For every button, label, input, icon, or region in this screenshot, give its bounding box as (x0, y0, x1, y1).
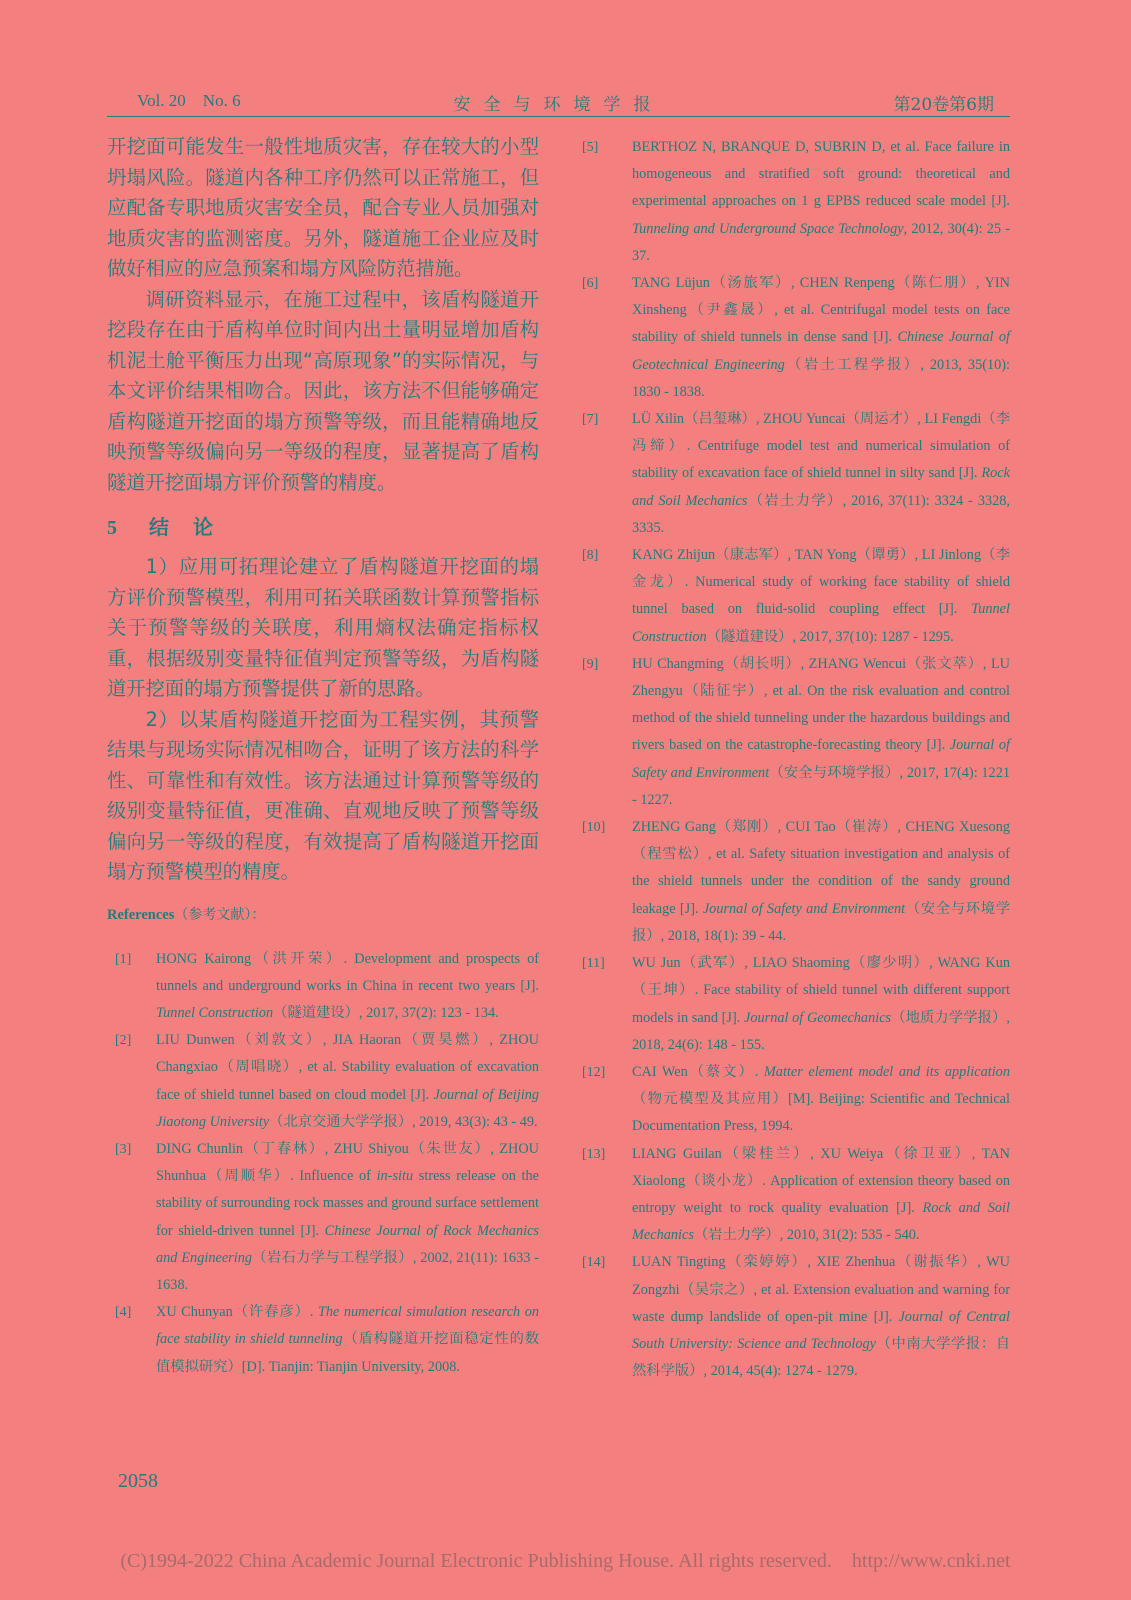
reference-text: （中南大学学报：自然科学版）, 2014, 45(4): 1274 - 1279. (632, 1335, 1011, 1380)
journal-title: 安全与环境学报 (453, 95, 664, 115)
reference-text: TANG Lüjun（汤旅军）, CHEN Renpeng（陈仁朋）, YIN Xinsheng（尹鑫晟）, et al. Centrifugal model tests on face stability of shield tunnels in dense sand [J]. (632, 275, 1010, 346)
reference-number: [11] (582, 956, 605, 972)
reference-item (582, 1141, 1010, 1250)
reference-number: [1] (115, 951, 132, 967)
reference-item (582, 542, 1010, 651)
reference-text: CAI Wen（蔡文）. (632, 1063, 764, 1080)
reference-source-italic: Journal of Central South University: Science and Technology (632, 1308, 1010, 1352)
reference-list-right (582, 134, 1010, 1385)
section-number: 5 (107, 517, 117, 539)
reference-text: （地质力学学报）, 2018, 24(6): 148 - 155. (632, 1009, 1011, 1053)
reference-source-italic: Journal of Geomechanics (744, 1009, 892, 1026)
reference-source-italic: Matter element model and its application (763, 1063, 1010, 1080)
running-header (107, 88, 1010, 117)
reference-item (115, 1299, 539, 1381)
reference-number: [4] (115, 1305, 132, 1321)
reference-text: （岩土力学）, 2016, 37(11): 3324 - 3328, 3335. (632, 492, 1010, 536)
reference-item (582, 1249, 1010, 1385)
reference-source-italic: Chinese Journal of Geotechnical Engineering (632, 329, 1010, 373)
reference-number: [9] (582, 656, 599, 672)
copyright-footer: (C)1994-2022 China Academic Journal Electronic Publishing House. All rights reserved. http://www.cnki.net (120, 1550, 1011, 1572)
reference-item (582, 814, 1010, 950)
reference-number: [13] (582, 1146, 606, 1162)
reference-text: LÜ Xilin（吕玺琳）, ZHOU Yuncai（周运才）, LI Fengdi（李冯缔）. Centrifuge model test and numerical simulation of stability of excavation face of shield tunnel in silty sand [J]. (632, 411, 1010, 482)
reference-item (115, 1027, 539, 1136)
reference-text: （隧道建设）, 2017, 37(10): 1287 - 1295. (706, 628, 954, 645)
reference-source-italic: Tunnel Construction (156, 1004, 274, 1021)
volume-issue-cn: 第20卷第6期 (893, 95, 994, 115)
reference-item (115, 946, 539, 1028)
reference-number: [12] (582, 1064, 606, 1080)
reference-source-italic: Rock and Soil Mechanics (632, 465, 1010, 509)
reference-number: [8] (582, 548, 599, 564)
reference-source-italic: Journal of Safety and Environment (632, 737, 1010, 781)
reference-text: （岩石力学与工程学报）, 2002, 21(11): 1633 - 1638. (156, 1249, 539, 1293)
reference-number: [14] (582, 1255, 606, 1271)
reference-source-italic: Journal of Beijing Jiaotong University (156, 1086, 539, 1130)
reference-item (582, 134, 1010, 270)
reference-number: [5] (582, 140, 599, 155)
reference-source-italic: Tunnel Construction (632, 601, 1010, 645)
reference-item (115, 1136, 539, 1299)
reference-text: （安全与环境学报）, 2017, 17(4): 1221 - 1227. (632, 764, 1010, 808)
conclusion-paragraph: 2）以某盾构隧道开挖面为工程实例，其预警结果与现场实际情况相吻合，证明了该方法的科学性、可靠性和有效性。该方法通过计算预警等级的级别变量特征值，更准确、直观地反映了预警等级偏向另一等级的程度，有效提高了盾构隧道开挖面塌方预警模型的精度。 (107, 707, 539, 883)
reference-text: BERTHOZ N, BRANQUE D, SUBRIN D, et al. Face failure in homogeneous and stratified soft ground: theoretical and experimental approaches on 1 g EPBS reduced scale model [J]. (632, 139, 1010, 210)
reference-item (582, 1059, 1010, 1141)
reference-source-italic: Tunneling and Underground Space Technology (632, 220, 904, 237)
reference-number: [3] (115, 1141, 132, 1157)
reference-list-left (107, 946, 539, 1381)
reference-text: （岩土工程学报）, 2013, 35(10): 1830 - 1838. (632, 356, 1011, 400)
reference-text: stress release on the stability of surrounding rock masses and ground surface settlement for shield-driven tunnel [J]. (156, 1168, 539, 1239)
reference-text: （盾构隧道开挖面稳定性的数值模拟研究）[D]. Tianjin: Tianjin University, 2008. (156, 1331, 539, 1375)
reference-text: （岩土力学）, 2010, 31(2): 535 - 540. (693, 1227, 920, 1244)
reference-item (582, 651, 1010, 814)
reference-number: [7] (582, 412, 599, 428)
body-paragraph: 调研资料显示，在施工过程中，该盾构隧道开挖段存在由于盾构单位时间内出土量明显增加盾构机泥土舱平衡压力出现“高原现象”的实际情况，与本文评价结果相吻合。因此，该方法不但能够确定盾构隧道开挖面的塌方预警等级，而且能精确地反映预警等级偏向另一等级的程度，显著提高了盾构隧道开挖面塌方评价预警的精度。 (107, 287, 539, 494)
reference-number: [10] (582, 820, 606, 836)
reference-source-italic: The numerical simulation research on face stability in shield tunneling (156, 1304, 540, 1348)
reference-text: KANG Zhijun（康志军）, TAN Yong（谭勇）, LI Jinlong（李金龙）. Numerical study of working face stability of shield tunnel based on fluid-solid coupling effect [J]. (632, 547, 1010, 618)
references-heading (107, 904, 539, 924)
page-number: 2058 (118, 1470, 158, 1492)
left-column (107, 132, 539, 1381)
reference-text: HU Changming（胡长明）, ZHANG Wencui（张文萃）, LU Zhengyu（陆征宇）, et al. On the risk evaluation and control method of the shield tunneling under the hazardous buildings and rivers based on the catastrophe-forecasting theory [J]. (632, 655, 1010, 754)
reference-text: DING Chunlin（丁春林）, ZHU Shiyou（朱世友）, ZHOU Shunhua（周顺华）. Influence of (156, 1140, 539, 1185)
reference-source-italic: Chinese Journal of Rock Mechanics and Engineering (156, 1222, 539, 1266)
reference-text: HONG Kairong（洪开荣）. Development and prospects of tunnels and underground works in China in recent two years [J]. (156, 950, 539, 994)
reference-text: XU Chunyan（许春彦）. (156, 1304, 318, 1321)
references-heading-en: References (107, 906, 175, 923)
reference-source-italic: Rock and Soil Mechanics (632, 1199, 1010, 1244)
references-heading-cn: （参考文献）： (174, 906, 266, 923)
reference-text: （物元模型及其应用）[M]. Beijing: Scientific and Technical Documentation Press, 1994. (632, 1091, 1010, 1135)
reference-item (582, 950, 1010, 1059)
reference-text: ZHENG Gang（郑刚）, CUI Tao（崔涛）, CHENG Xuesong（程雪松）, et al. Safety situation investigation and analysis of the shield tunnels under the condition of the sandy ground leakage [J]. (632, 819, 1010, 917)
reference-text: WU Jun（武军）, LIAO Shaoming（廖少明）, WANG Kun（王坤）. Face stability of shield tunnel with different support models in sand [J]. (632, 955, 1010, 1026)
reference-source-italic: in-situ (376, 1168, 414, 1185)
reference-number: [6] (582, 276, 599, 292)
right-column (582, 134, 1010, 1385)
conclusion-paragraph: 1）应用可拓理论建立了盾构隧道开挖面的塌方评价预警模型，利用可拓关联函数计算预警指标关于预警等级的关联度，利用熵权法确定指标权重，根据级别变量特征值判定预警等级，为盾构隧道开挖面的塌方预警提供了新的思路。 (107, 555, 539, 700)
section-heading (107, 512, 539, 542)
reference-text: （安全与环境学报）, 2018, 18(1): 39 - 44. (632, 900, 1011, 944)
reference-text: , 2012, 30(4): 25 - 37. (632, 220, 1010, 264)
body-paragraph: 开挖面可能发生一般性地质灾害，存在较大的小型坍塌风险。隧道内各种工序仍然可以正常施工，但应配备专职地质灾害安全员，配合专业人员加强对地质灾害的监测密度。另外，隧道施工企业应及时做好相应的应急预案和塌方风险防范措施。 (107, 135, 539, 280)
reference-item (582, 406, 1010, 542)
reference-text: （北京交通大学学报）, 2019, 43(3): 43 - 49. (269, 1113, 538, 1130)
reference-text: LUAN Tingting（栾婷婷）, XIE Zhenhua（谢振华）, WU Zongzhi（吴宗之）, et al. Extension evaluation and warning for waste dump landslide of open-pit mine [J]. (632, 1254, 1010, 1325)
reference-number: [2] (115, 1033, 132, 1049)
reference-source-italic: Journal of Safety and Environment (702, 900, 906, 917)
section-title: 结论 (149, 515, 237, 539)
reference-text: （隧道建设）, 2017, 37(2): 123 - 134. (273, 1004, 499, 1021)
reference-text: LIU Dunwen（刘敦文）, JIA Haoran（贾昊燃）, ZHOU Changxiao（周唱晓）, et al. Stability evaluation of excavation face of shield tunnel based on cloud model [J]. (156, 1032, 539, 1103)
reference-text: LIANG Guilan（梁桂兰）, XU Weiya（徐卫亚）, TAN Xiaolong（谈小龙）. Application of extension theory based on entropy weight to rock quality evaluation [J]. (632, 1145, 1010, 1216)
reference-item (582, 270, 1010, 406)
volume-issue: Vol. 20 No. 6 (137, 91, 241, 110)
